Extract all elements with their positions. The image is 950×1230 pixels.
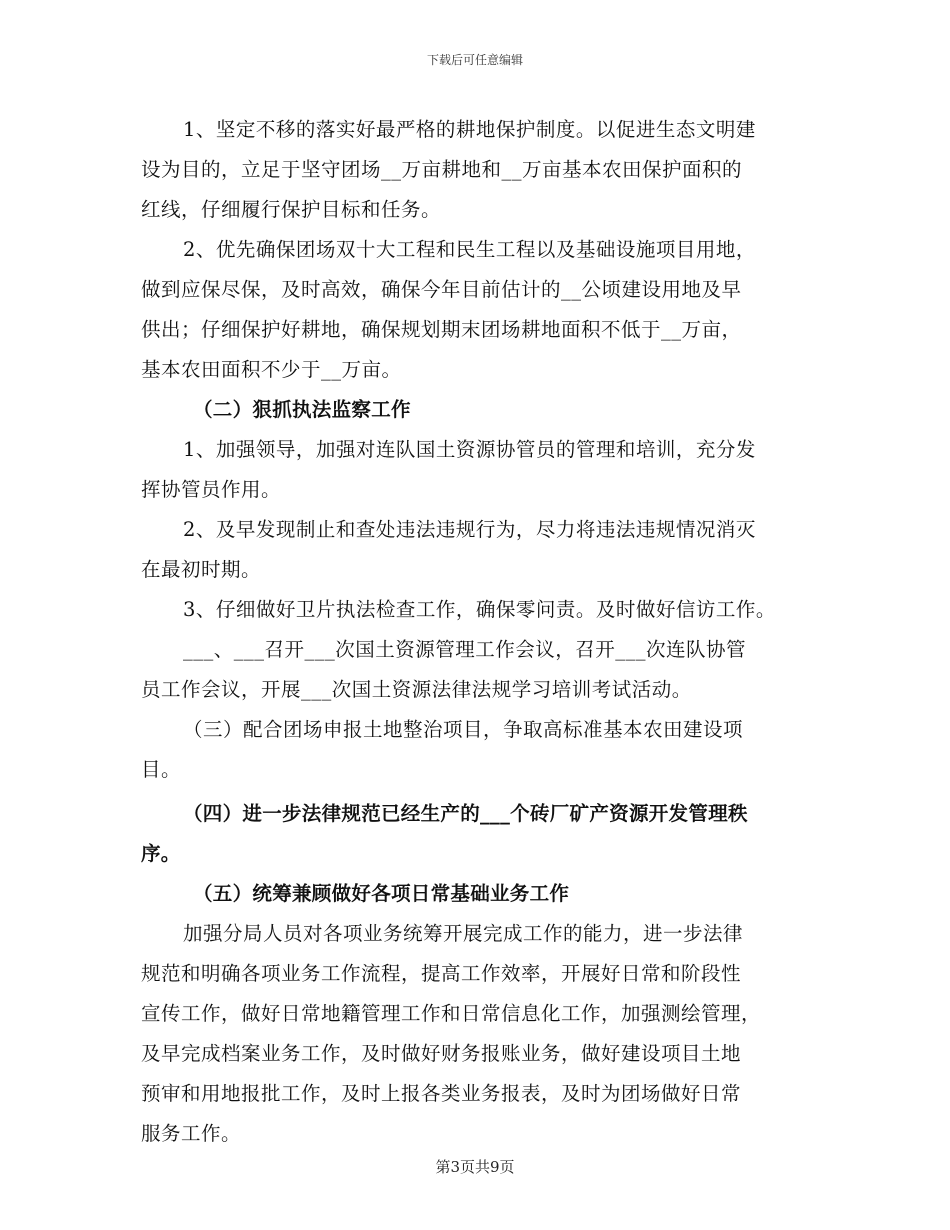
paragraph-line: 2、及早发现制止和查处违法违规行为，尽力将违法违规情况消灭: [183, 518, 756, 541]
paragraph-line: 规范和明确各项业务工作流程，提高工作效率，开展好日常和阶段性: [141, 962, 742, 985]
section-heading: （四）进一步法律规范已经生产的___个砖厂矿产资源开发管理秩: [183, 802, 748, 825]
paragraph-line: 1、坚定不移的落实好最严格的耕地保护制度。以促进生态文明建: [183, 118, 756, 141]
paragraph-line: 目。: [141, 758, 182, 781]
page-footer: 第3页共9页: [435, 1158, 515, 1176]
paragraph-line: 做到应保尽保，及时高效，确保今年目前估计的__公顷建设用地及早: [141, 278, 742, 301]
section-heading: 序。: [141, 842, 181, 865]
paragraph-line: 基本农田面积不少于__万亩。: [141, 358, 402, 381]
paragraph-line: 设为目的，立足于坚守团场__万亩耕地和__万亩基本农田保护面积的: [141, 158, 743, 181]
paragraph-line: （三）配合团场申报土地整治项目，争取高标准基本农田建设项: [183, 718, 744, 741]
paragraph-line: 宣传工作，做好日常地籍管理工作和日常信息化工作，加强测绘管理，: [141, 1002, 762, 1025]
paragraph-line: 3、仔细做好卫片执法检查工作，确保零问责。及时做好信访工作。: [183, 598, 776, 621]
paragraph-line: 挥协管员作用。: [141, 478, 282, 501]
page-header: 下载后可任意编辑: [426, 53, 523, 67]
section-heading: （二）狠抓执法监察工作: [193, 398, 411, 421]
paragraph-line: 供出；仔细保护好耕地，确保规划期末团场耕地面积不低于__万亩，: [141, 318, 742, 341]
section-heading: （五）统筹兼顾做好各项日常基础业务工作: [193, 882, 570, 905]
paragraph-line: 员工作会议，开展___次国土资源法律法规学习培训考试活动。: [141, 678, 692, 701]
paragraph-line: 红线，仔细履行保护目标和任务。: [141, 198, 442, 221]
paragraph-line: 在最初时期。: [141, 558, 262, 581]
paragraph-line: 2、优先确保团场双十大工程和民生工程以及基础设施项目用地，: [183, 238, 756, 261]
paragraph-line: 服务工作。: [141, 1122, 242, 1145]
paragraph-line: ___、___召开___次国土资源管理工作会议，召开___次连队协管: [183, 638, 747, 661]
document-body: [141, 110, 821, 1154]
paragraph-line: 1、加强领导，加强对连队国土资源协管员的管理和培训，充分发: [183, 438, 756, 461]
paragraph-line: 预审和用地报批工作，及时上报各类业务报表，及时为团场做好日常: [141, 1082, 742, 1105]
paragraph-line: 加强分局人员对各项业务统筹开展完成工作的能力，进一步法律: [183, 922, 744, 945]
paragraph-line: 及早完成档案业务工作，及时做好财务报账业务，做好建设项目土地: [141, 1042, 742, 1065]
